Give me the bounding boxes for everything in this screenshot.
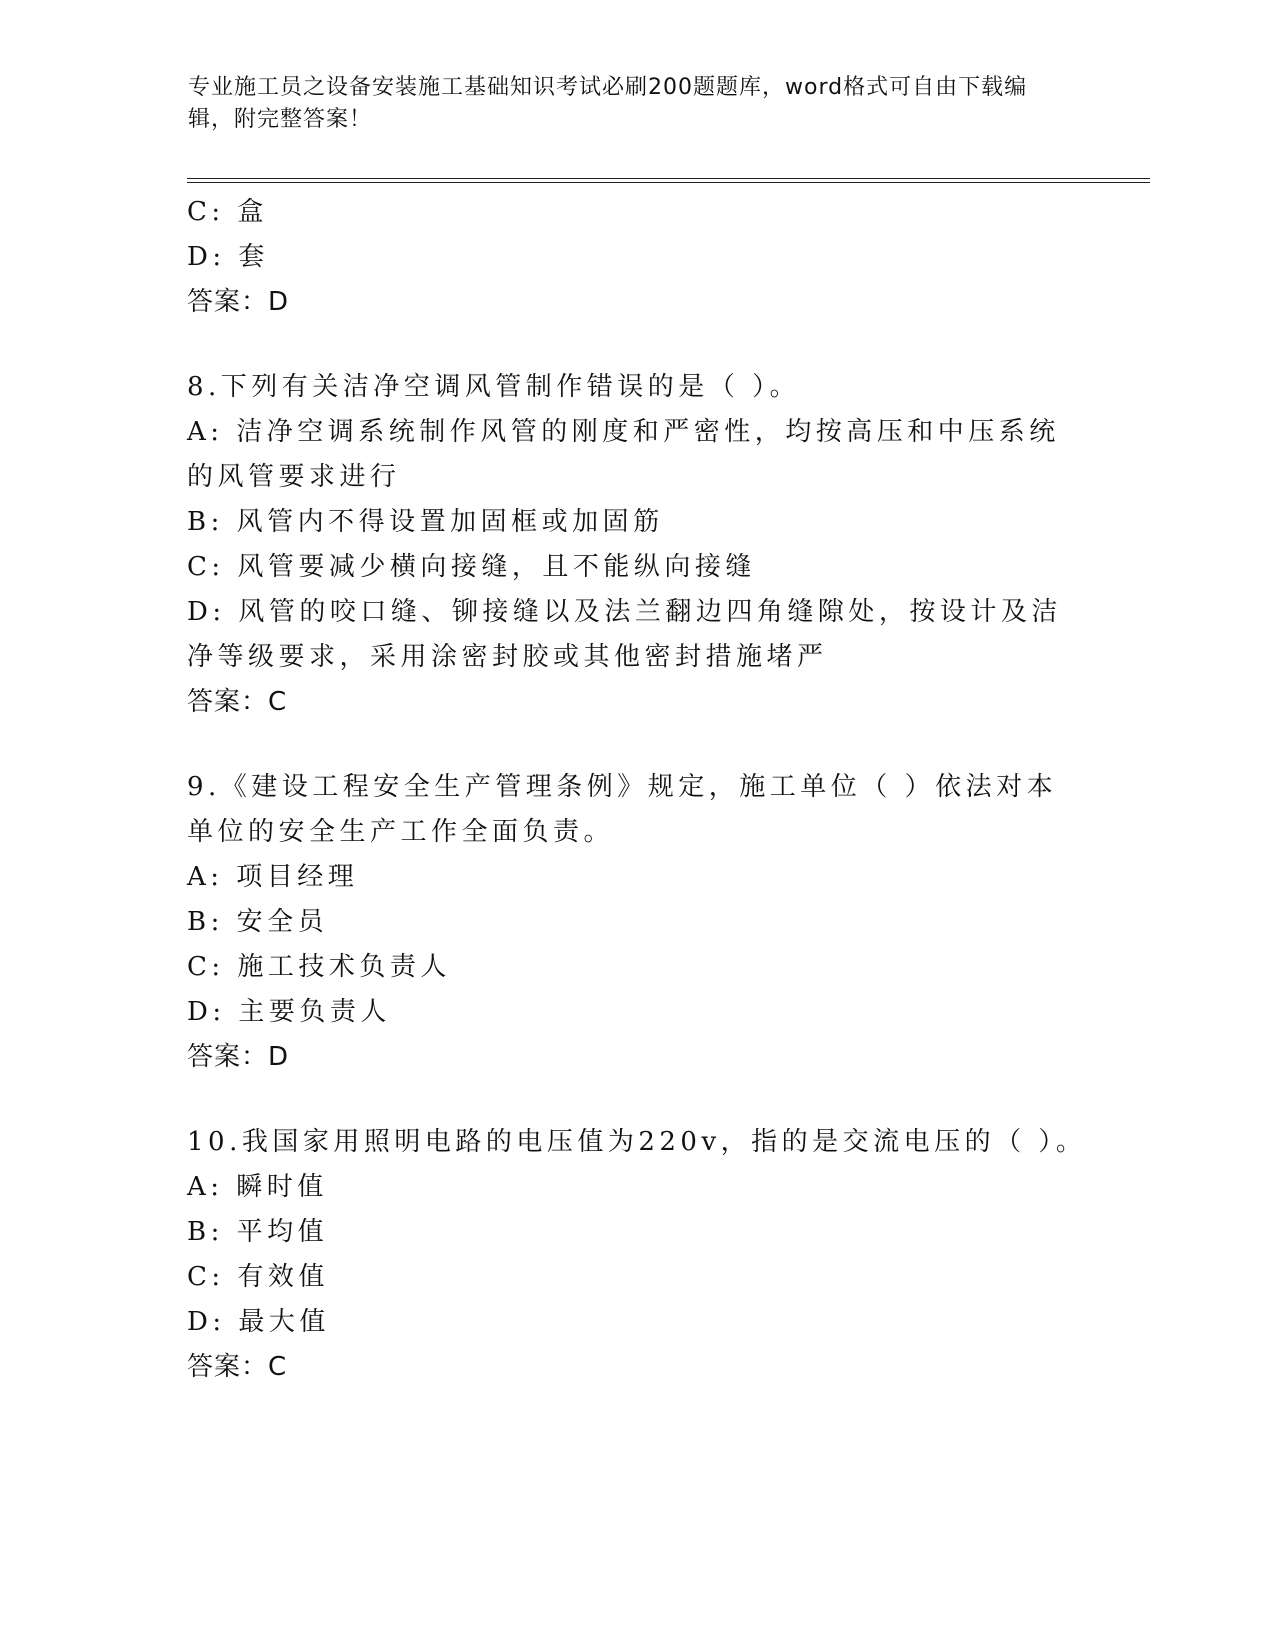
page-header [188,72,1068,136]
option-a: A: 洁净空调系统制作风管的刚度和严密性，均按高压和中压系统的风管要求进行 [187,417,1060,492]
option-d: D: 套 [187,242,269,272]
option-c: C: 盒 [187,197,268,227]
option-a: A: 项目经理 [187,862,359,892]
option-a: A: 瞬时值 [187,1172,328,1202]
answer-line: 答案：C [187,687,288,717]
header-divider-bottom [187,182,1150,183]
answer-line: 答案：C [187,1352,288,1382]
option-b: B: 平均值 [187,1217,329,1247]
option-c: C: 风管要减少横向接缝，且不能纵向接缝 [187,552,756,582]
option-d: D: 风管的咬口缝、铆接缝以及法兰翻边四角缝隙处，按设计及洁净等级要求，采用涂密封胶或其他密封措施堵严 [187,597,1062,672]
answer-line: 答案：D [187,1042,290,1072]
question-block-10 [187,1120,1087,1390]
header-divider-top [187,178,1150,179]
option-d: D: 最大值 [187,1307,330,1337]
option-c: C: 施工技术负责人 [187,952,451,982]
option-c: C: 有效值 [187,1262,329,1292]
question-stem: 8.下列有关洁净空调风管制作错误的是（ ）。 [187,372,801,402]
question-stem: 9.《建设工程安全生产管理条例》规定，施工单位（ ）依法对本单位的安全生产工作全面负责。 [187,772,1058,847]
question-block-9 [187,765,1087,1080]
option-d: D: 主要负责人 [187,997,391,1027]
question-block-8 [187,365,1087,725]
option-b: B: 安全员 [187,907,329,937]
question-list [187,190,1087,1390]
header-title: 专业施工员之设备安装施工基础知识考试必刷200题题库，word格式可自由下载编辑，附完整答案！ [188,75,1028,132]
question-block-7 [187,190,1087,325]
option-b: B: 风管内不得设置加固框或加固筋 [187,507,664,537]
question-stem: 10.我国家用照明电路的电压值为220v，指的是交流电压的（ ）。 [187,1127,1087,1157]
answer-line: 答案：D [187,287,290,317]
